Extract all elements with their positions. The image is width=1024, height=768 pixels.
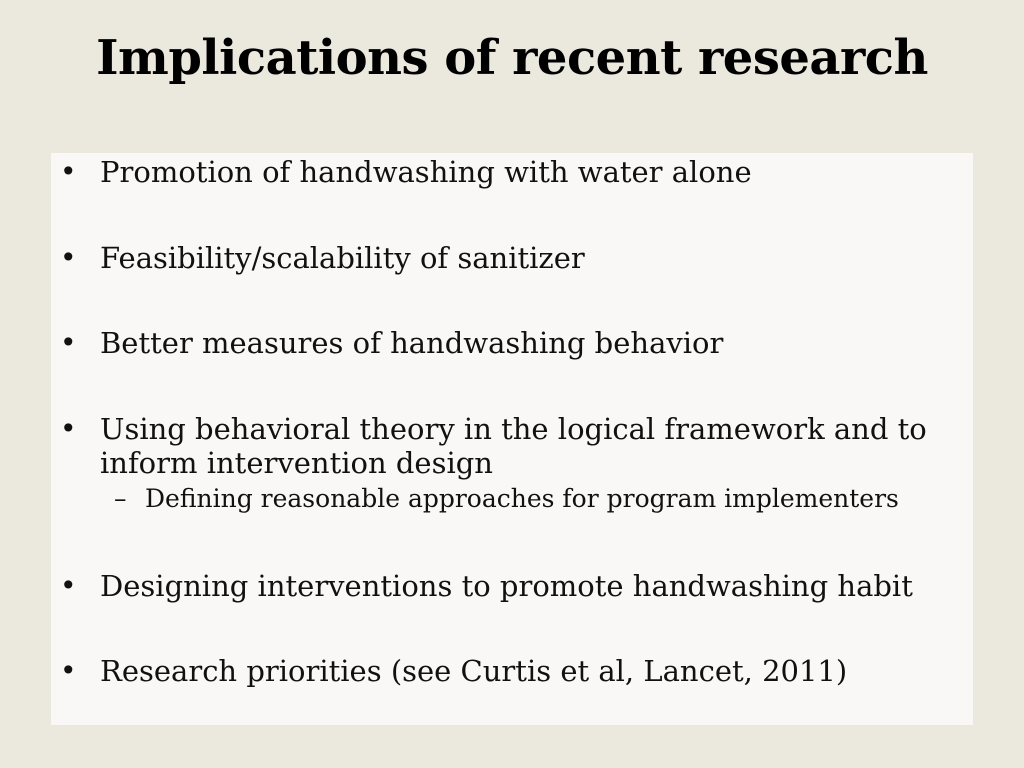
bullet-text: Using behavioral theory in the logical framework and to inform intervention design	[100, 412, 927, 480]
bullet-item	[51, 569, 973, 603]
bullet-item	[51, 241, 973, 275]
bullet-text: Feasibility/scalability of sanitizer	[100, 241, 585, 275]
bullet-icon: •	[60, 654, 77, 687]
bullet-text: Better measures of handwashing behavior	[100, 326, 724, 360]
bullet-icon: •	[60, 326, 77, 359]
bullet-icon: •	[60, 569, 77, 602]
sub-bullet-item	[114, 484, 973, 514]
bullet-text: Research priorities (see Curtis et al, Lancet, 2011)	[100, 654, 848, 688]
sub-bullet-text: Defining reasonable approaches for program implementers	[145, 484, 899, 513]
bullet-text: Designing interventions to promote handwashing habit	[100, 569, 913, 603]
bullet-text: Promotion of handwashing with water alone	[100, 155, 752, 189]
dash-icon: –	[114, 484, 127, 513]
content-panel	[51, 153, 973, 725]
bullet-icon: •	[60, 412, 77, 445]
bullet-icon: •	[60, 155, 77, 188]
bullet-item	[51, 412, 973, 514]
slide-title: Implications of recent research	[96, 30, 928, 86]
bullet-icon: •	[60, 241, 77, 274]
bullet-item	[51, 155, 973, 189]
bullet-item	[51, 326, 973, 360]
bullet-item	[51, 654, 973, 688]
